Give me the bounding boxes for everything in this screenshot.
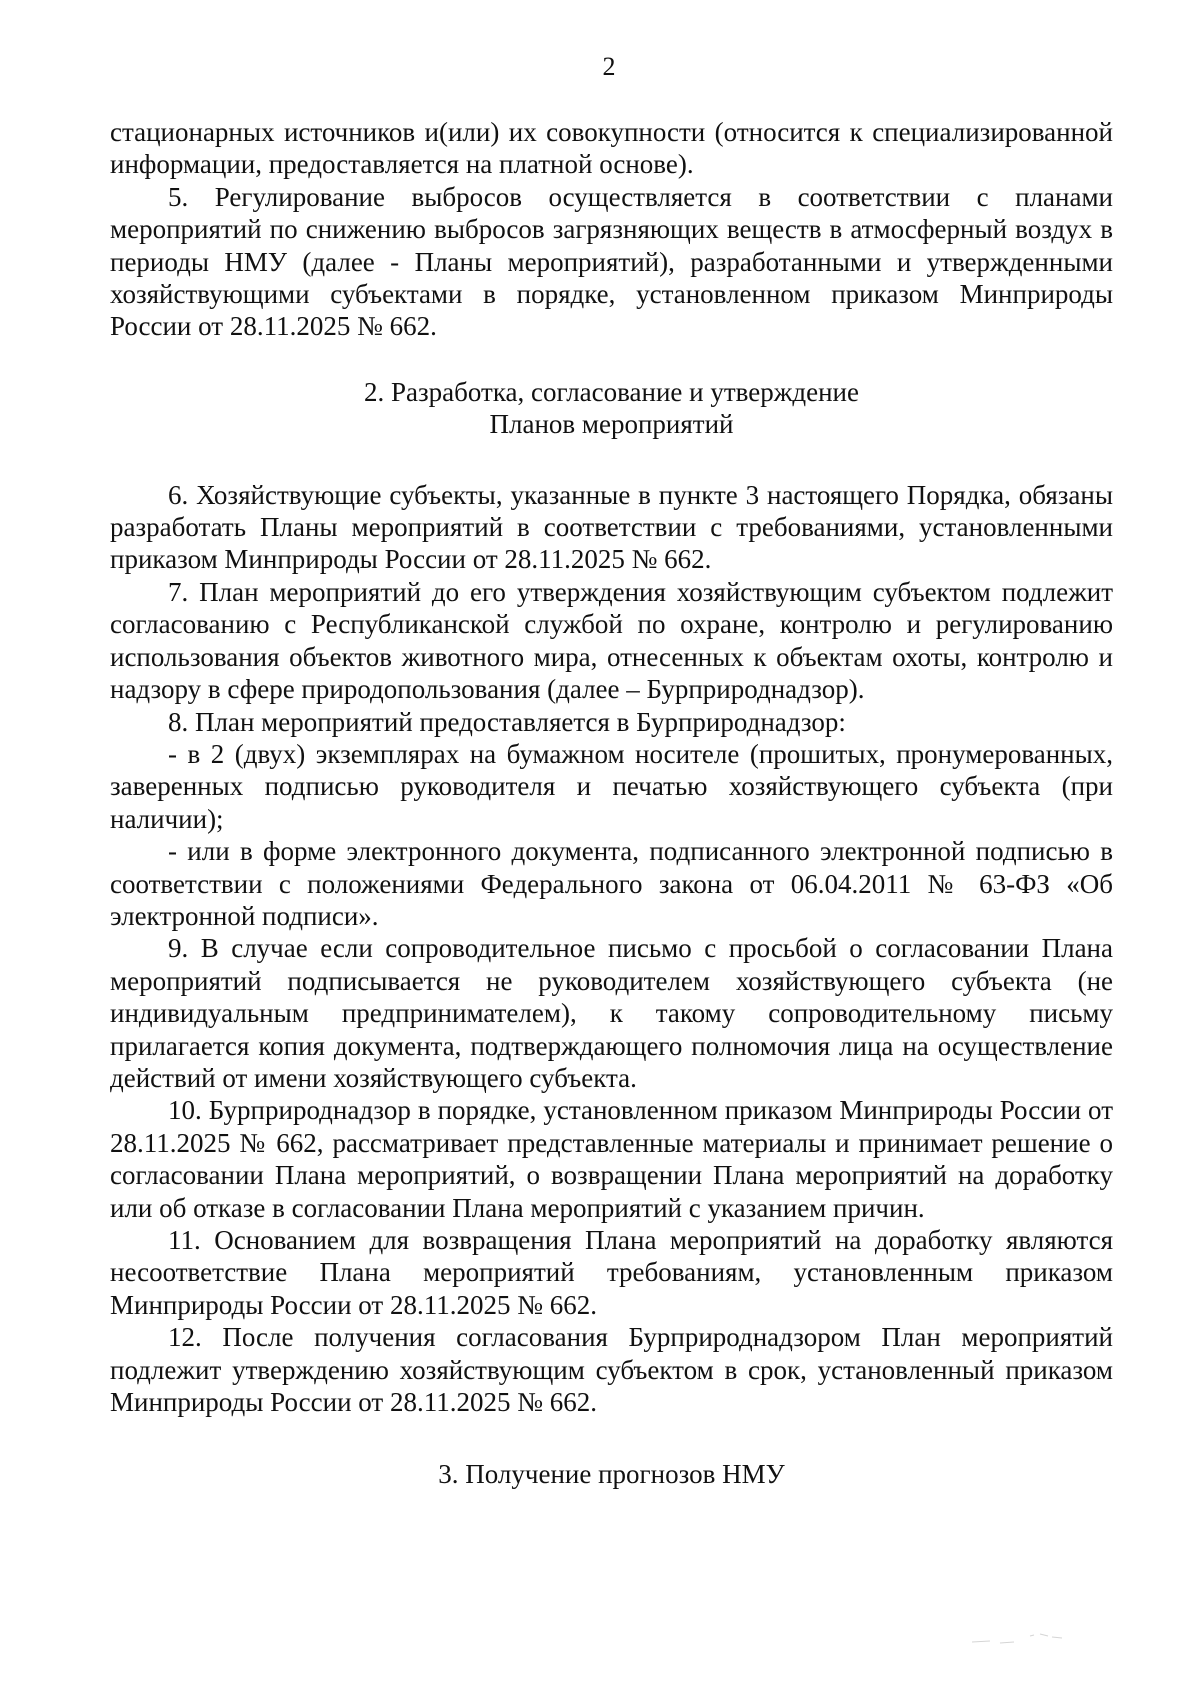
paragraph-10: 10. Бурприроднадзор в порядке, установленном приказом Минприроды России от 28.11.2025 № 662, рассматривает представленные материалы и принимает решение о согласовании Плана мероприятий, о возвращении Плана мероприятий на доработку или об отказе в согласовании Плана мероприятий с указанием причин. — [110, 1095, 1113, 1223]
section-3-title: 3. Получение прогнозов НМУ — [438, 1459, 785, 1490]
document-body — [110, 116, 1113, 1491]
section-2-title-line-2: Планов мероприятий — [489, 409, 734, 440]
paragraph-8-list-item-paper: - в 2 (двух) экземплярах на бумажном носителе (прошитых, пронумерованных, заверенных подписью руководителя и печатью хозяйствующего субъекта (при наличии); — [110, 738, 1113, 834]
paragraph-5: 5. Регулирование выбросов осуществляется в соответствии с планами мероприятий по снижению выбросов загрязняющих веществ в атмосферный воздух в периоды НМУ (далее - Планы мероприятий), разработанными и утвержденными хозяйствующими субъектами в порядке, установленном приказом Минприроды России от 28.11.2025 № 662. — [110, 181, 1113, 342]
paragraph-12: 12. После получения согласования Бурприроднадзором План мероприятий подлежит утверждению хозяйствующим субъектом в срок, установленный приказом Минприроды России от 28.11.2025 № 662. — [110, 1322, 1113, 1418]
paragraph-7: 7. План мероприятий до его утверждения хозяйствующим субъектом подлежит согласованию с Республиканской службой по охране, контролю и регулированию использования объектов животного мира, отнесенных к объектам охоты, контролю и надзору в сфере природопользования (далее – Бурприроднадзор). — [110, 576, 1113, 705]
paragraph-6: 6. Хозяйствующие субъекты, указанные в пункте 3 настоящего Порядка, обязаны разработать Планы мероприятий в соответствии с требованиями, установленными приказом Минприроды России от 28.11.2025 № 662. — [110, 479, 1113, 575]
paragraph-continuation: стационарных источников и(или) их совокупности (относится к специализированной информации, предоставляется на платной основе). — [110, 117, 1113, 180]
paragraph-9: 9. В случае если сопроводительное письмо с просьбой о согласовании Плана мероприятий подписывается не руководителем хозяйствующего субъекта (не индивидуальным предпринимателем), к такому сопроводительному письму прилагается копия документа, подтверждающего полномочия лица на осуществление действий от имени хозяйствующего субъекта. — [110, 933, 1113, 1093]
page-number: 2 — [602, 52, 616, 81]
section-2-title-line-1: 2. Разработка, согласование и утверждение — [364, 376, 859, 407]
section-2-heading — [110, 376, 1113, 441]
scan-artifact — [970, 1630, 1070, 1646]
paragraph-8-list-item-electronic: - или в форме электронного документа, подписанного электронной подписью в соответствии с положениями Федерального закона от 06.04.2011 № 63-ФЗ «Об электронной подписи». — [110, 836, 1113, 931]
paragraph-8: 8. План мероприятий предоставляется в Бурприроднадзор: — [168, 706, 846, 737]
paragraph-11: 11. Основанием для возвращения Плана мероприятий на доработку являются несоответствие Плана мероприятий требованиям, установленным приказом Минприроды России от 28.11.2025 № 662. — [110, 1225, 1113, 1320]
